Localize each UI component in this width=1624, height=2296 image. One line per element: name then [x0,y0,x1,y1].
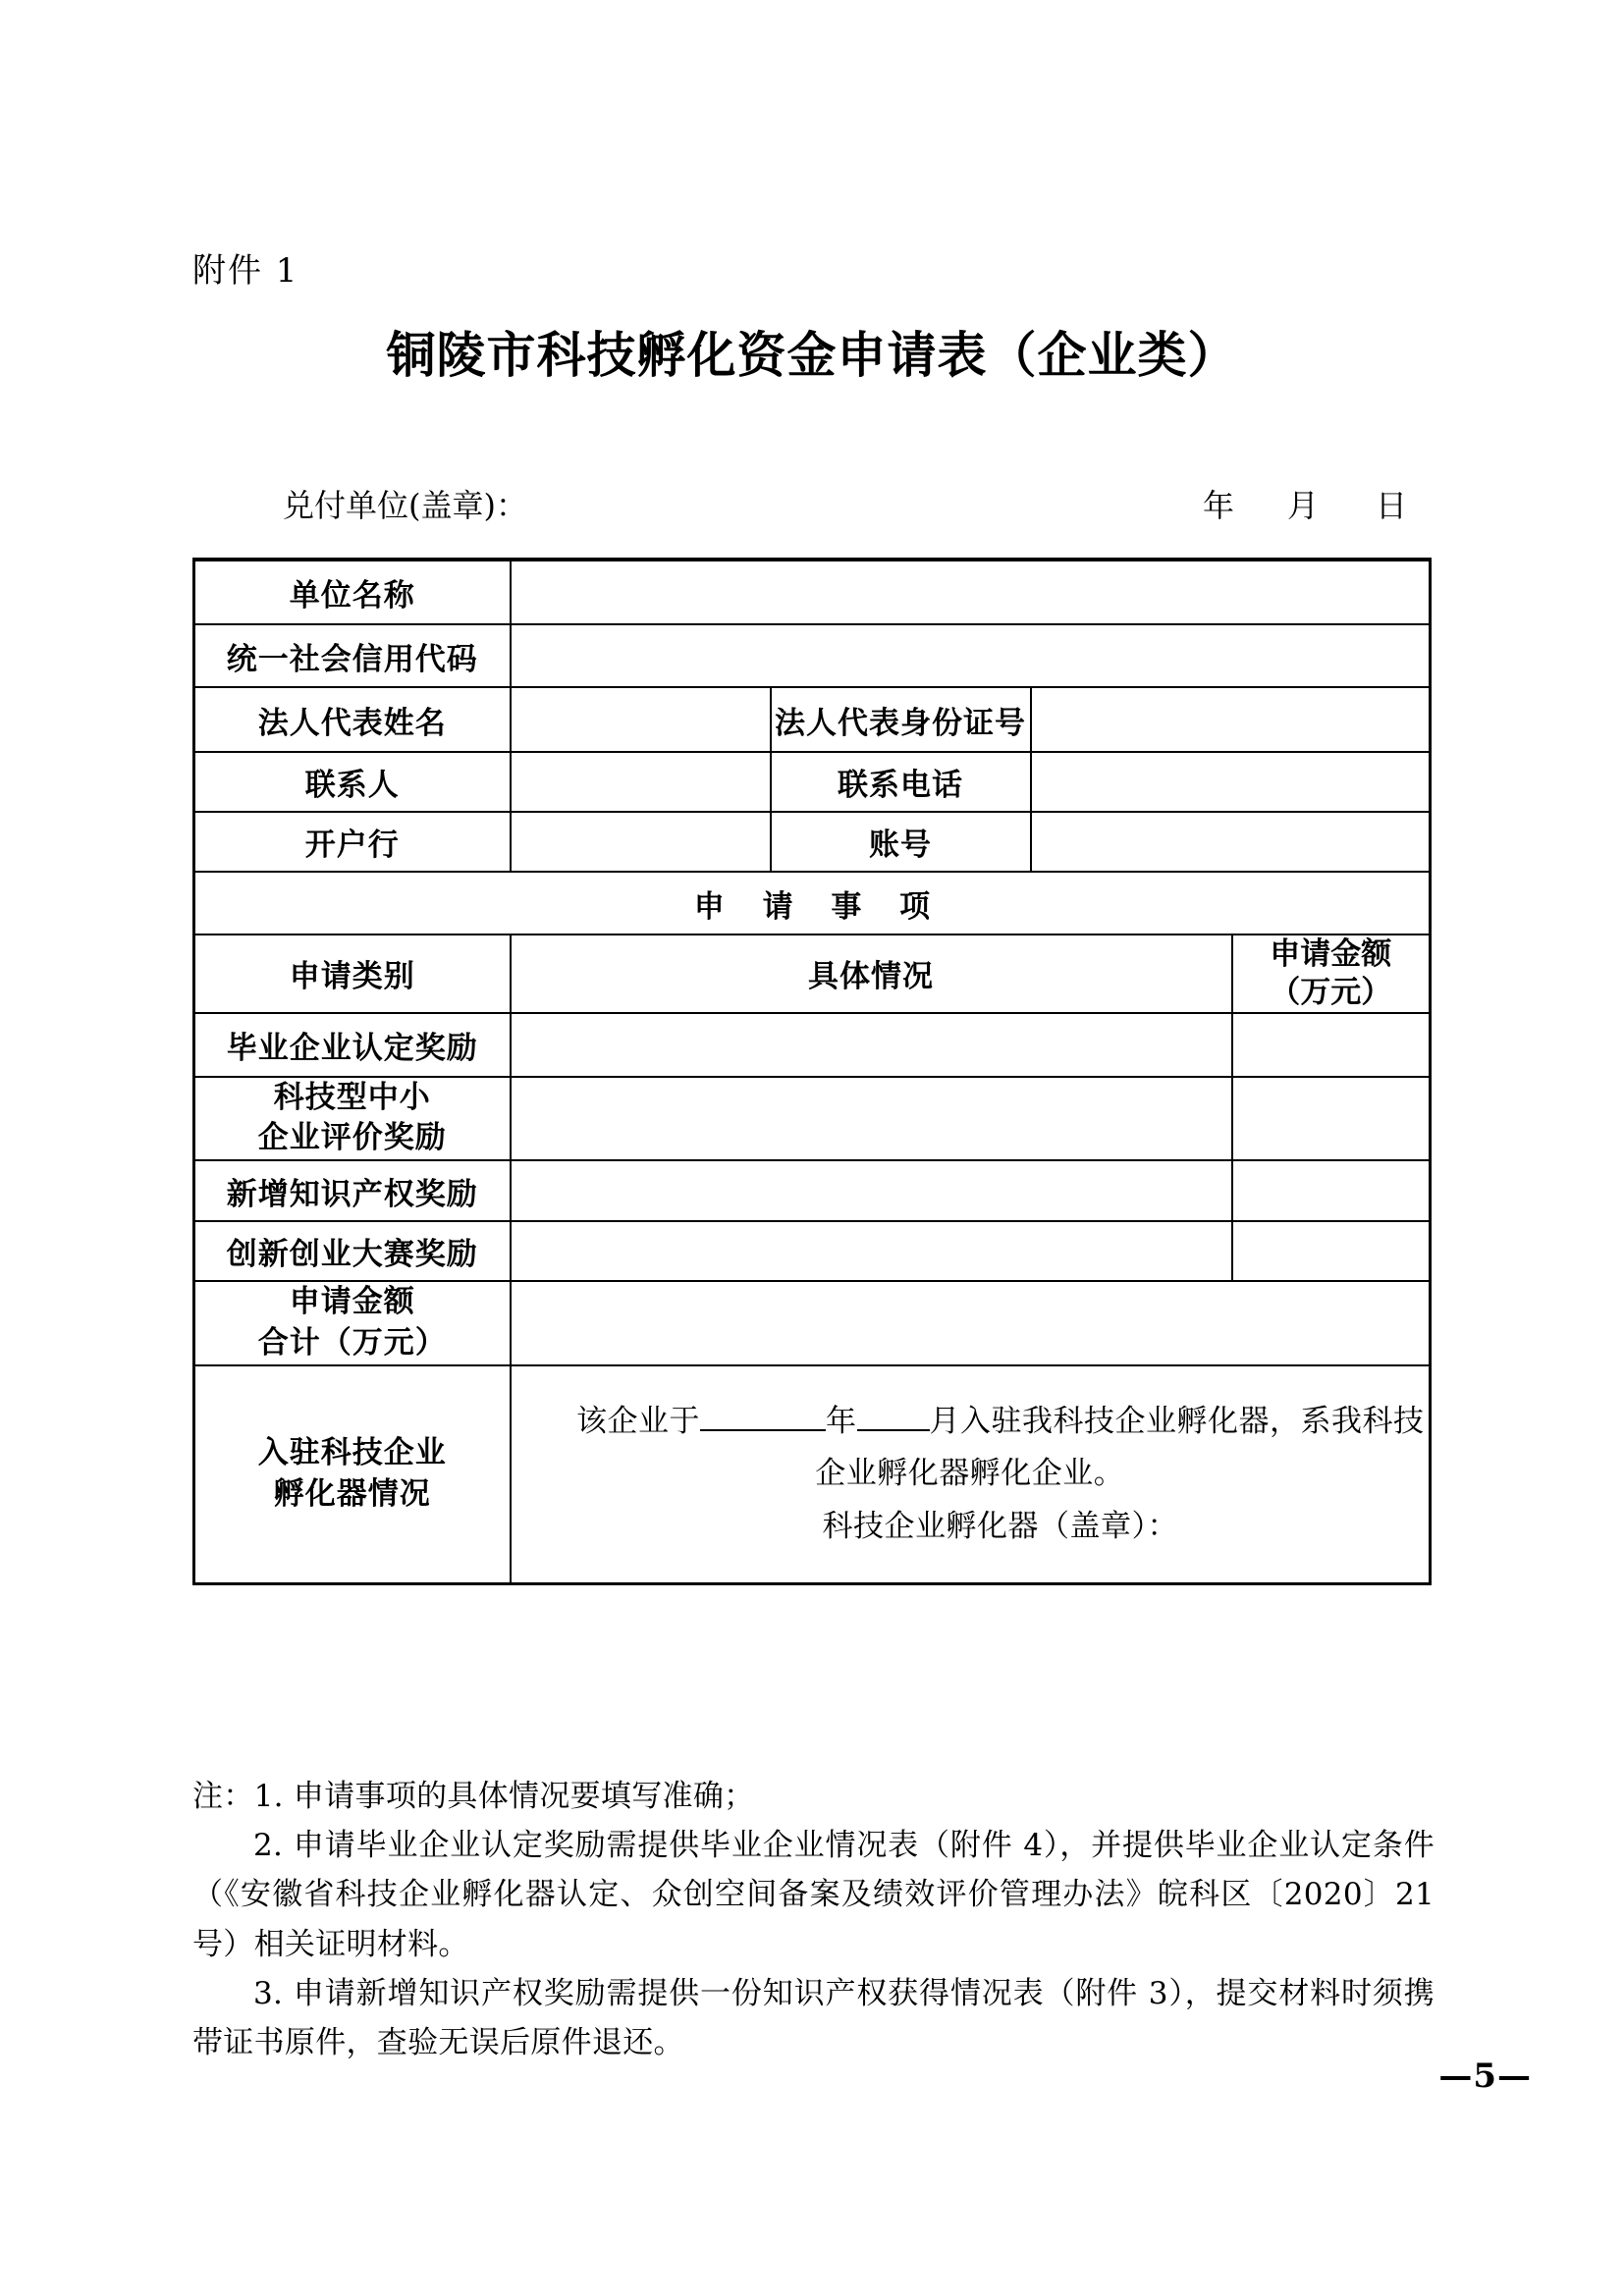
table-row [194,560,1431,624]
incubator-month-blank[interactable] [857,1429,930,1431]
item-label-line1: 科技型中小 [273,1079,431,1115]
payer-unit-label: 兑付单位(盖章)： [283,487,527,524]
incubator-text-b: 年 [826,1403,857,1439]
contact-person-label: 联系人 [194,752,511,812]
item-label-ip-award: 新增知识产权奖励 [194,1160,511,1221]
legal-rep-name-label: 法人代表姓名 [194,687,511,752]
bank-field[interactable] [511,812,771,872]
item-details-ip-award[interactable] [511,1160,1232,1221]
date-fields [1203,481,1409,526]
item-label-sme-evaluation-award [194,1077,511,1161]
bank-label: 开户行 [194,812,511,872]
contact-phone-label: 联系电话 [771,752,1031,812]
form-meta-row [192,481,1429,524]
legal-rep-name-field[interactable] [511,687,771,752]
credit-code-label: 统一社会信用代码 [194,624,511,687]
page-title: 铜陵市科技孵化资金申请表（企业类） [386,326,1238,384]
legal-rep-id-label: 法人代表身份证号 [771,687,1031,752]
note-item-2: 2. 申请毕业企业认定奖励需提供毕业企业情况表（附件 4），并提供毕业企业认定条件（《安徽省科技企业孵化器认定、众创空间备案及绩效评价管理办法》皖科区〔2020〕21 号）相关证明材料。 [192,1828,1435,1962]
table-row [194,1221,1431,1281]
column-header-category: 申请类别 [194,934,511,1013]
date-day-label: 日 [1375,487,1409,524]
table-row [194,1160,1431,1221]
incubator-year-blank[interactable] [700,1429,826,1431]
contact-person-field[interactable] [511,752,771,812]
item-label-graduate-award: 毕业企业认定奖励 [194,1013,511,1077]
item-amount-graduate-award[interactable] [1232,1013,1431,1077]
date-year-label: 年 [1202,487,1236,524]
form-notes [192,1772,1435,2067]
unit-name-label: 单位名称 [194,560,511,624]
item-details-sme-evaluation-award[interactable] [511,1077,1232,1161]
table-row [194,687,1431,752]
note-item-1: 注：1. 申请事项的具体情况要填写准确； [192,1779,755,1814]
unit-name-field[interactable] [511,560,1431,624]
incubator-status-label [194,1365,511,1584]
incubator-status-label-line1: 入驻科技企业 [257,1435,447,1471]
application-form-table [192,558,1432,1585]
table-header-row [194,934,1431,1013]
incubator-stamp-label: 科技企业孵化器（盖章）： [822,1508,1178,1544]
table-row [194,624,1431,687]
incubator-text-a: 该企业于 [576,1403,700,1439]
item-amount-sme-evaluation-award[interactable] [1232,1077,1431,1161]
page-number: —5— [1438,2056,1532,2096]
total-amount-label-line2: 合计（万元） [257,1325,447,1362]
legal-rep-id-field[interactable] [1031,687,1431,752]
incubator-statement [512,1396,1430,1501]
column-header-amount [1232,934,1431,1013]
total-amount-label-line1: 申请金额 [289,1284,415,1320]
item-label-competition-award: 创新创业大赛奖励 [194,1221,511,1281]
item-amount-ip-award[interactable] [1232,1160,1431,1221]
table-row [194,1013,1431,1077]
incubator-status-label-line2: 孵化器情况 [273,1475,431,1512]
column-header-details: 具体情况 [511,934,1232,1013]
column-header-amount-line2: （万元） [1270,974,1392,1010]
item-label-line2: 企业评价奖励 [257,1120,447,1156]
date-month-label: 月 [1286,487,1321,524]
table-row [194,1281,1431,1365]
account-label: 账号 [771,812,1031,872]
account-field[interactable] [1031,812,1431,872]
column-header-amount-line1: 申请金额 [1270,936,1392,972]
item-details-graduate-award[interactable] [511,1013,1232,1077]
incubator-text-c: 月入驻我科技企业孵化器，系我科技企业孵化器孵化企业。 [815,1403,1425,1492]
application-section-title: 申 请 事 项 [194,872,1431,934]
table-row [194,1077,1431,1161]
contact-phone-field[interactable] [1031,752,1431,812]
table-row [194,1365,1431,1584]
table-row [194,752,1431,812]
note-item-3: 3. 申请新增知识产权奖励需提供一份知识产权获得情况表（附件 3），提交材料时须携带证书原件，查验无误后原件退还。 [192,1975,1435,2061]
item-amount-competition-award[interactable] [1232,1221,1431,1281]
item-details-competition-award[interactable] [511,1221,1232,1281]
table-row [194,872,1431,934]
total-amount-field[interactable] [511,1281,1431,1365]
attachment-label: 附件 1 [192,251,299,291]
incubator-status-body[interactable] [511,1365,1431,1584]
credit-code-field[interactable] [511,624,1431,687]
table-row [194,812,1431,872]
total-amount-label [194,1281,511,1365]
